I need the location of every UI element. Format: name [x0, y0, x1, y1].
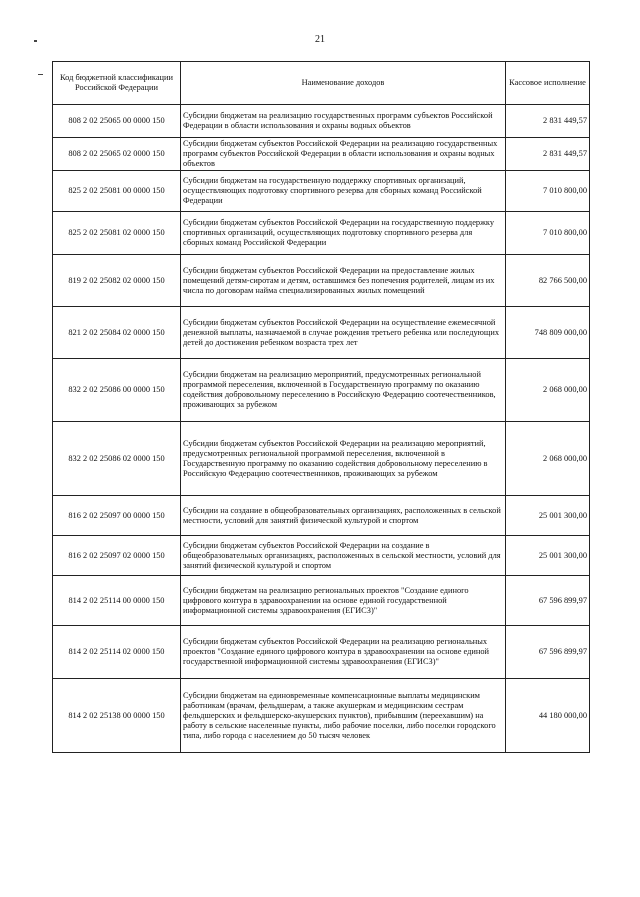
cash-execution-amount: 25 001 300,00 — [506, 496, 590, 536]
cash-execution-amount: 2 831 449,57 — [506, 138, 590, 171]
income-name: Субсидии бюджетам субъектов Российской Федерации на осуществление ежемесячной денежной выплаты, назначаемой в случае рождения третьего ребенка или последующих детей до достижения ребенком возраста трех лет — [181, 307, 506, 359]
table-row — [53, 212, 590, 255]
cash-execution-amount: 25 001 300,00 — [506, 536, 590, 576]
table-row — [53, 536, 590, 576]
cash-execution-amount: 748 809 000,00 — [506, 307, 590, 359]
cash-execution-amount: 67 596 899,97 — [506, 576, 590, 626]
cash-execution-amount: 7 010 800,00 — [506, 212, 590, 255]
table-row — [53, 626, 590, 679]
header-amount: Кассовое исполнение — [506, 62, 590, 105]
income-name: Субсидии бюджетам субъектов Российской Федерации на государственную поддержку спортивных организаций, осуществляющих подготовку спортивного резерва для сборных команд Российской Федерации — [181, 212, 506, 255]
cash-execution-amount: 2 068 000,00 — [506, 422, 590, 496]
budget-code: 821 2 02 25084 02 0000 150 — [53, 307, 181, 359]
cash-execution-amount: 67 596 899,97 — [506, 626, 590, 679]
budget-code: 814 2 02 25138 00 0000 150 — [53, 679, 181, 753]
table-row — [53, 171, 590, 212]
budget-code: 819 2 02 25082 02 0000 150 — [53, 255, 181, 307]
table-row — [53, 255, 590, 307]
header-name: Наименование доходов — [181, 62, 506, 105]
table-row — [53, 679, 590, 753]
budget-code: 814 2 02 25114 00 0000 150 — [53, 576, 181, 626]
income-name: Субсидии бюджетам на реализацию региональных проектов "Создание единого цифрового контура в здравоохранении на основе единой государственной информационной системы здравоохранения (ЕГИСЗ)" — [181, 576, 506, 626]
page-number: 21 — [315, 34, 325, 45]
income-name: Субсидии бюджетам субъектов Российской Федерации на реализацию мероприятий, предусмотренных региональной программой переселения, включенной в Государственную программу по оказанию содействия добровольному переселению в Российскую Федерацию соотечественников, проживающих за рубежом — [181, 422, 506, 496]
budget-code: 816 2 02 25097 00 0000 150 — [53, 496, 181, 536]
table-row — [53, 422, 590, 496]
budget-code: 832 2 02 25086 02 0000 150 — [53, 422, 181, 496]
income-name: Субсидии бюджетам субъектов Российской Федерации на реализацию региональных проектов "Создание единого цифрового контура в здравоохранении на основе единой государственной информационной системы здравоохранения (ЕГИСЗ)" — [181, 626, 506, 679]
table-header-row — [53, 62, 590, 105]
income-name: Субсидии бюджетам на реализацию мероприятий, предусмотренных региональной программой переселения, включенной в Государственную программу по оказанию содействия добровольному переселению в Российскую Федерацию соотечественников, проживающих за рубежом — [181, 359, 506, 422]
table-row — [53, 576, 590, 626]
budget-code: 808 2 02 25065 00 0000 150 — [53, 105, 181, 138]
income-name: Субсидии бюджетам субъектов Российской Федерации на создание в общеобразовательных организациях, расположенных в сельской местности, условий для занятий физической культурой и спортом — [181, 536, 506, 576]
income-name: Субсидии бюджетам на государственную поддержку спортивных организаций, осуществляющих подготовку спортивного резерва для сборных команд Российской Федерации — [181, 171, 506, 212]
header-code: Код бюджетной классификации Российской Федерации — [53, 62, 181, 105]
scan-speck — [34, 40, 37, 42]
cash-execution-amount: 82 766 500,00 — [506, 255, 590, 307]
cash-execution-amount: 7 010 800,00 — [506, 171, 590, 212]
income-name: Субсидии бюджетам субъектов Российской Федерации на предоставление жилых помещений детям-сиротам и детям, оставшимся без попечения родителей, лицам из их числа по договорам найма специализированных жилых помещений — [181, 255, 506, 307]
cash-execution-amount: 44 180 000,00 — [506, 679, 590, 753]
budget-code: 816 2 02 25097 02 0000 150 — [53, 536, 181, 576]
budget-code: 825 2 02 25081 00 0000 150 — [53, 171, 181, 212]
budget-income-table — [52, 61, 590, 753]
income-name: Субсидии бюджетам на реализацию государственных программ субъектов Российской Федерации в области использования и охраны водных объектов — [181, 105, 506, 138]
budget-code: 832 2 02 25086 00 0000 150 — [53, 359, 181, 422]
table-row — [53, 105, 590, 138]
budget-code: 825 2 02 25081 02 0000 150 — [53, 212, 181, 255]
cash-execution-amount: 2 068 000,00 — [506, 359, 590, 422]
table-row — [53, 138, 590, 171]
income-name: Субсидии на создание в общеобразовательных организациях, расположенных в сельской местности, условий для занятий физической культурой и спортом — [181, 496, 506, 536]
income-name: Субсидии бюджетам на единовременные компенсационные выплаты медицинским работникам (врачам, фельдшерам, а также акушеркам и медицинским сестрам фельдшерских и фельдшерско-акушерских пунктов), прибывшим (переехавшим) на работу в сельские населенные пункты, либо рабочие поселки, либо поселки городского типа, либо города с населением до 50 тысяч человек — [181, 679, 506, 753]
table-row — [53, 359, 590, 422]
cash-execution-amount: 2 831 449,57 — [506, 105, 590, 138]
scan-speck — [38, 74, 43, 75]
income-name: Субсидии бюджетам субъектов Российской Федерации на реализацию государственных программ субъектов Российской Федерации в области использования и охраны водных объектов — [181, 138, 506, 171]
budget-code: 808 2 02 25065 02 0000 150 — [53, 138, 181, 171]
table-row — [53, 307, 590, 359]
budget-code: 814 2 02 25114 02 0000 150 — [53, 626, 181, 679]
table-row — [53, 496, 590, 536]
